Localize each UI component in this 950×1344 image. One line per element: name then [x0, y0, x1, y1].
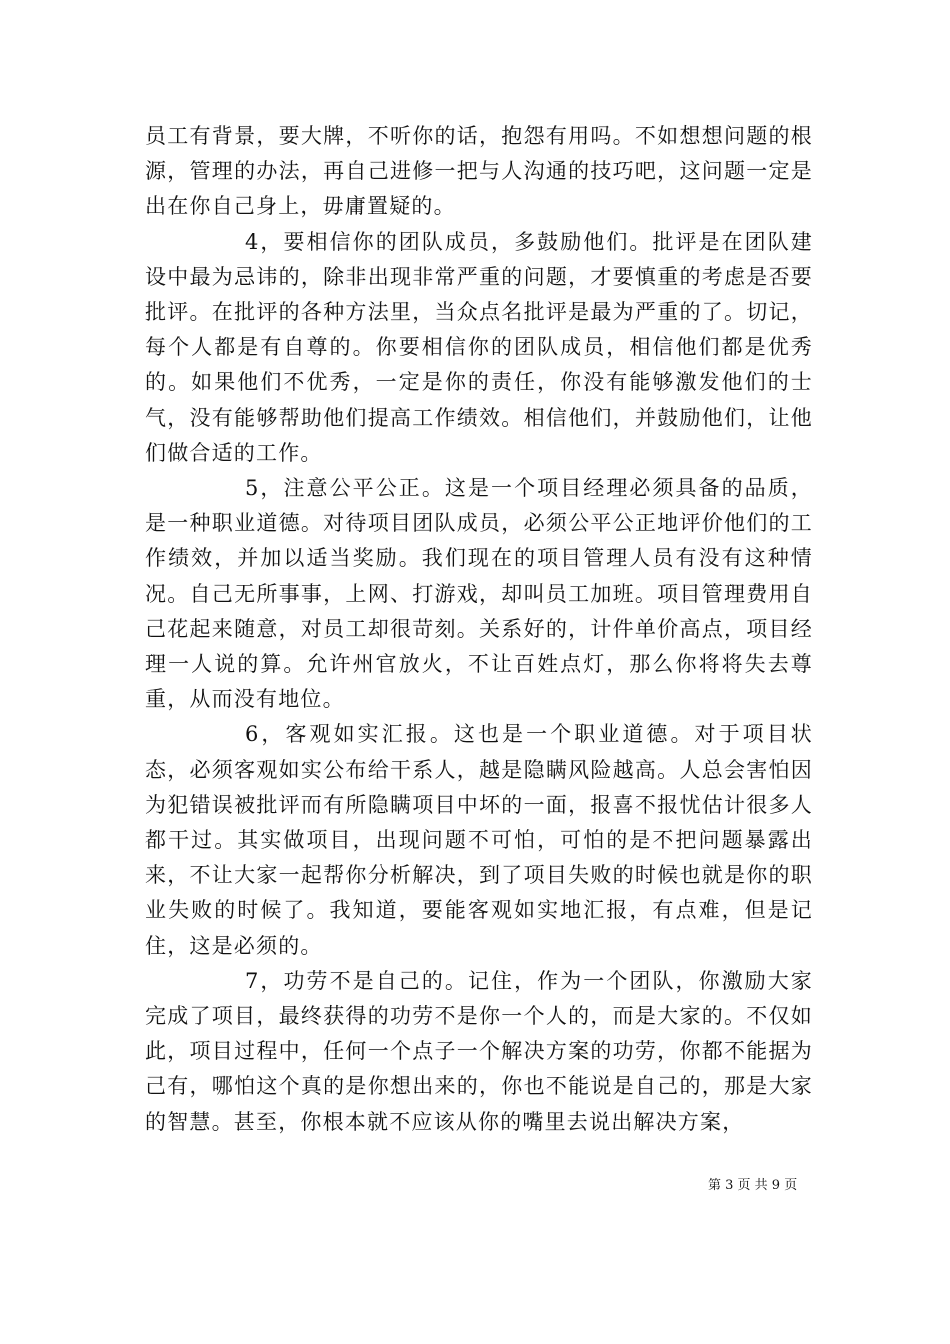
paragraph-continuation: 员工有背景，要大牌，不听你的话，抱怨有用吗。不如想想问题的根源，管理的办法，再自己进修一把与人沟通的技巧吧，这问题一定是出在你自己身上，毋庸置疑的。	[145, 124, 813, 219]
paragraph-point-5: 5，注意公平公正。这是一个项目经理必须具备的品质，是一种职业道德。对待项目团队成员，必须公平公正地评价他们的工作绩效，并加以适当奖励。我们现在的项目管理人员有没有这种情况。自己无所事事，上网、打游戏，却叫员工加班。项目管理费用自己花起来随意，对员工却很苛刻。关系好的，计件单价高点，项目经理一人说的算。允许州官放火，不让百姓点灯，那么你将将失去尊重，从而没有地位。	[145, 476, 813, 712]
paragraph-point-6: 6，客观如实汇报。这也是一个职业道德。对于项目状态，必须客观如实公布给干系人，越是隐瞒风险越高。人总会害怕因为犯错误被批评而有所隐瞒项目中坏的一面，报喜不报忧估计很多人都干过。其实做项目，出现问题不可怕，可怕的是不把问题暴露出来，不让大家一起帮你分析解决，到了项目失败的时候也就是你的职业失败的时候了。我知道，要能客观如实地汇报，有点难，但是记住，这是必须的。	[145, 722, 813, 958]
document-page	[145, 119, 813, 1140]
page-number: 第 3 页 共 9 页	[708, 1178, 798, 1193]
paragraph-point-7: 7，功劳不是自己的。记住，作为一个团队，你激励大家完成了项目，最终获得的功劳不是你一个人的，而是大家的。不仅如此，项目过程中，任何一个点子一个解决方案的功劳，你都不能据为己有，哪怕这个真的是你想出来的，你也不能说是自己的，那是大家的智慧。甚至，你根本就不应该从你的嘴里去说出解决方案，	[145, 968, 813, 1134]
paragraph-point-4: 4，要相信你的团队成员，多鼓励他们。批评是在团队建设中最为忌讳的，除非出现非常严重的问题，才要慎重的考虑是否要批评。在批评的各种方法里，当众点名批评是最为严重的了。切记，每个人都是有自尊的。你要相信你的团队成员，相信他们都是优秀的。如果他们不优秀，一定是你的责任，你没有能够激发他们的士气，没有能够帮助他们提高工作绩效。相信他们，并鼓励他们，让他们做合适的工作。	[145, 229, 813, 465]
